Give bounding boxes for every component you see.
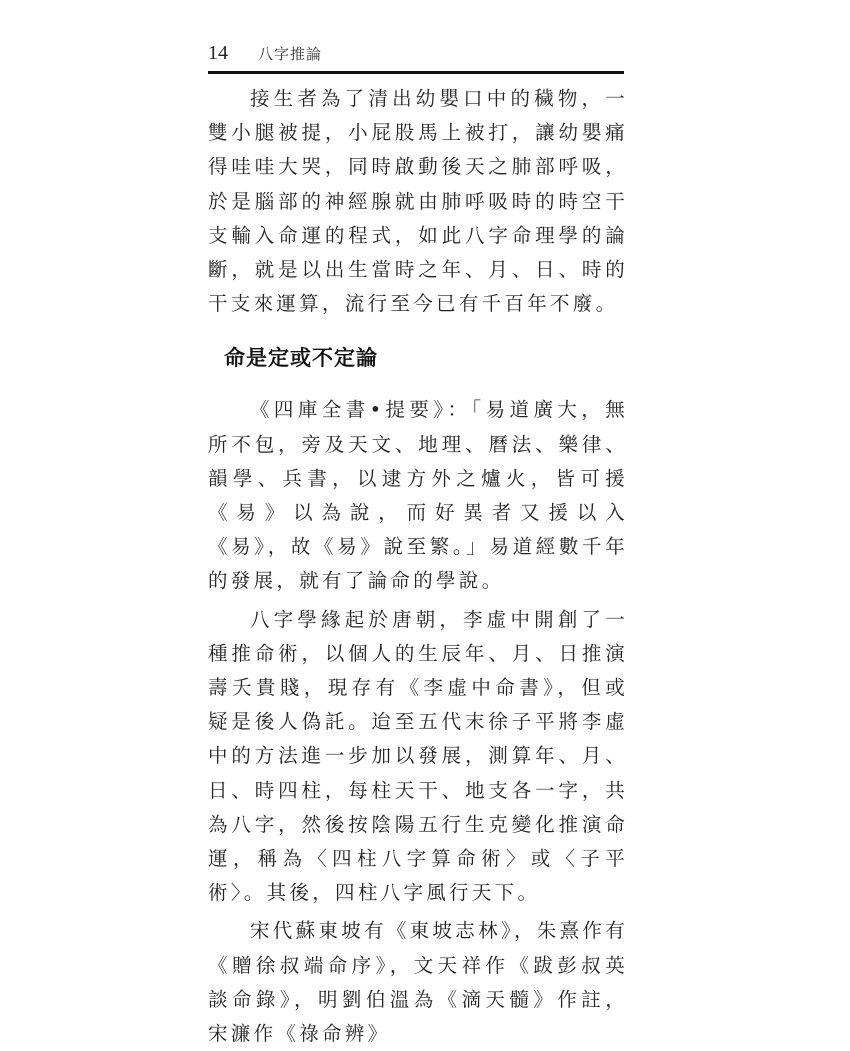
page-body: [208, 82, 628, 1051]
paragraph: 《四庫全書•提要》：「易道廣大，無所不包，旁及天文、地理、曆法、樂律、韻學、兵書，以逮方外之爐火，皆可援《易》以為說，而好異者又援以入《易》，故《易》說至繁。」易道經數千年的發展，就有了論命的學說。: [208, 398, 628, 593]
page-number: 14: [208, 42, 228, 64]
paragraph: 宋代蘇東坡有《東坡志林》，朱熹作有《贈徐叔端命序》，文天祥作《跋彭叔英談命錄》，明劉伯溫為《滴天髓》作註，宋濂作《祿命辨》: [208, 919, 628, 1046]
paragraph: 接生者為了清出幼嬰口中的穢物，一雙小腿被提，小屁股馬上被打，讓幼嬰痛得哇哇大哭，同時啟動後天之肺部呼吸，於是腦部的神經腺就由肺呼吸時的時空干支輸入命運的程式，如此八字命理學的論斷，就是以出生當時之年、月、日、時的干支來運算，流行至今已有千百年不廢。: [208, 87, 628, 316]
paragraph: 八字學緣起於唐朝，李虛中開創了一種推命術，以個人的生辰年、月、日推演壽夭貴賤，現存有《李虛中命書》，但或疑是後人偽託。迨至五代末徐子平將李虛中的方法進一步加以發展，測算年、月、日、時四柱，每柱天干、地支各一字，共為八字，然後按陰陽五行生克變化推演命運，稱為〈四柱八字算命術〉或〈子平術〉。其後，四柱八字風行天下。: [208, 607, 628, 905]
header-rule: [208, 71, 624, 74]
running-header: [208, 42, 322, 70]
section-heading: 命是定或不定論: [224, 346, 378, 371]
book-title: 八字推論: [258, 45, 323, 63]
